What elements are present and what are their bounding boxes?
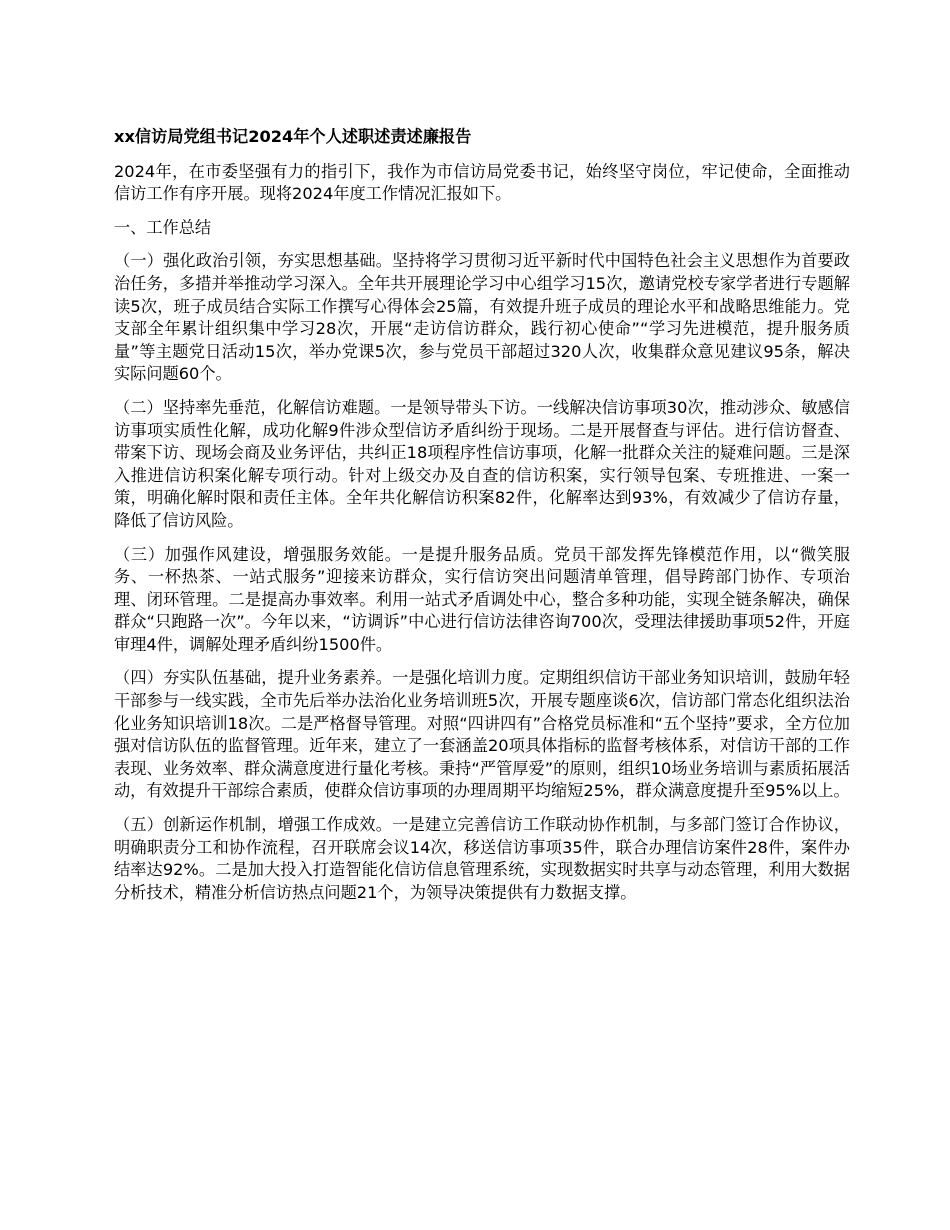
document-page bbox=[114, 126, 850, 915]
intro-paragraph: 2024年，在市委坚强有力的指引下，我作为市信访局党委书记，始终坚守岗位，牢记使命，全面推动信访工作有序开展。现将2024年度工作情况汇报如下。 bbox=[114, 161, 850, 204]
paragraph-3: （三）加强作风建设，增强服务效能。一是提升服务品质。党员干部发挥先锋模范作用，以“微笑服务、一杯热茶、一站式服务”迎接来访群众，实行信访突出问题清单管理，倡导跨部门协作、专项治理、闭环管理。二是提高办事效率。利用一站式矛盾调处中心，整合多种功能，实现全链条解决，确保群众“只跑路一次”。今年以来，“访调诉”中心进行信访法律咨询700次，受理法律援助事项52件，开庭审理4件，调解处理矛盾纠纷1500件。 bbox=[114, 544, 850, 654]
paragraph-5: （五）创新运作机制，增强工作成效。一是建立完善信访工作联动协作机制，与多部门签订合作协议，明确职责分工和协作流程，召开联席会议14次，移送信访事项35件，联合办理信访案件28件，案件办结率达92%。二是加大投入打造智能化信访信息管理系统，实现数据实时共享与动态管理，利用大数据分析技术，精准分析信访热点问题21个，为领导决策提供有力数据支撑。 bbox=[114, 815, 850, 902]
document-title: xx信访局党组书记2024年个人述职述责述廉报告 bbox=[114, 127, 472, 146]
section-heading: 一、工作总结 bbox=[114, 217, 212, 237]
paragraph-1: （一）强化政治引领，夯实思想基础。坚持将学习贯彻习近平新时代中国特色社会主义思想作为首要政治任务，多措并举推动学习深入。全年共开展理论学习中心组学习15次，邀请党校专家学者进行专题解读5次，班子成员结合实际工作撰写心得体会25篇，有效提升班子成员的理论水平和战略思维能力。党支部全年累计组织集中学习28次，开展“走访信访群众，践行初心使命”“学习先进模范，提升服务质量”等主题党日活动15次，举办党课5次，参与党员干部超过320人次，收集群众意见建议95条，解决实际问题60个。 bbox=[114, 251, 850, 384]
paragraph-4: （四）夯实队伍基础，提升业务素养。一是强化培训力度。定期组织信访干部业务知识培训，鼓励年轻干部参与一线实践，全市先后举办法治化业务培训班5次，开展专题座谈6次，信访部门常态化组织法治化业务知识培训18次。二是严格督导管理。对照“四讲四有”合格党员标准和“五个坚持”要求，全方位加强对信访队伍的监督管理。近年来，建立了一套涵盖20项具体指标的监督考核体系，对信访干部的工作表现、业务效率、群众满意度进行量化考核。秉持“严管厚爱”的原则，组织10场业务培训与素质拓展活动，有效提升干部综合素质，使群众信访事项的办理周期平均缩短25%，群众满意度提升至95%以上。 bbox=[114, 668, 850, 801]
paragraph-2: （二）坚持率先垂范，化解信访难题。一是领导带头下访。一线解决信访事项30次，推动涉众、敏感信访事项实质性化解，成功化解9件涉众型信访矛盾纠纷于现场。二是开展督查与评估。进行信访督查、带案下访、现场会商及业务评估，共纠正18项程序性信访事项，化解一批群众关注的疑难问题。三是深入推进信访积案化解专项行动。针对上级交办及自查的信访积案，实行领导包案、专班推进、一案一策，明确化解时限和责任主体。全年共化解信访积案82件，化解率达到93%，有效减少了信访存量，降低了信访风险。 bbox=[114, 397, 850, 530]
